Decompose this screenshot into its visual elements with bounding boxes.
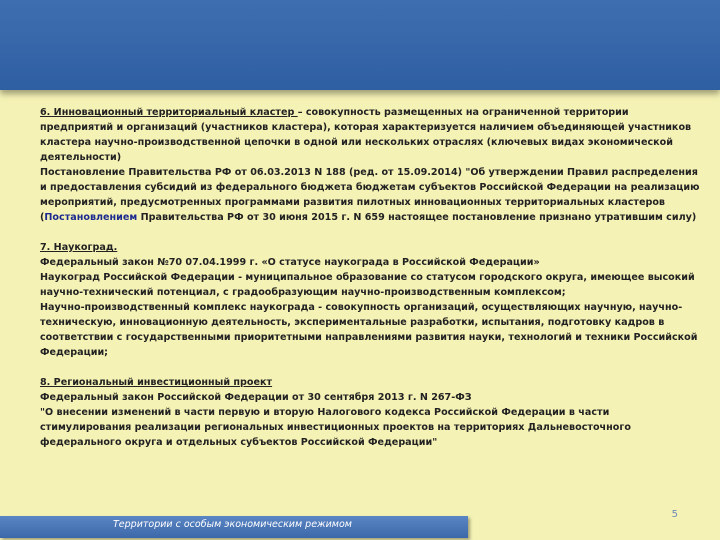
section-7-heading: 7. Наукоград.: [40, 242, 118, 253]
page-number: 5: [671, 509, 678, 520]
section-6: [40, 105, 700, 165]
section-6-definition: – совокупность размещенных на ограниченной территории предприятий и организаций (участников кластера), которая характеризуется наличием объединяющей участников кластера научно-производственной цепочки в одной или нескольких отраслях (ключевых видах экономической деятельности): [40, 107, 692, 163]
decree-text: Постановление Правительства РФ от 06.03.2013 N 188 (ред. от 15.09.2014) "Об утверждении Правил распределения и предоставления субсидий из федерального бюджета бюджетам субъектов Российской Федерации на реализацию мероприятий, предусмотренных программами развития пилотных инновационных территориальных кластеров (: [40, 167, 700, 223]
section-8-heading: 8. Региональный инвестиционный проект: [40, 377, 273, 388]
section-7-complex: Научно-производственный комплекс наукограда - совокупность организаций, осуществляющих научную, научно-техническую, инновационную деятельность, экспериментальные разработки, испытания, подготовку кадров в соответствии с государственными приоритетными направлениями развития науки, технологий и техники Российской Федерации;: [40, 302, 698, 358]
section-7-definition: Наукоград Российской Федерации - муниципальное образование со статусом городского округа, имеющее высокий научно-технический потенциал, с градообразующим научно-производственным комплексом;: [40, 272, 695, 298]
header-band: [0, 0, 720, 90]
section-8-title: "О внесении изменений в части первую и вторую Налогового кодекса Российской Федерации в части стимулирования реализации региональных инвестиционных проектов на территориях Дальневосточного федерального округа и отдельных субъектов Российской Федерации": [40, 407, 631, 448]
section-6-decree: [40, 165, 700, 225]
decree-link[interactable]: Постановлением: [44, 212, 138, 223]
section-7-law: Федеральный закон №70 07.04.1999 г. «О статусе наукограда в Российской Федерации»: [40, 257, 540, 268]
footer-text: Территории с особым экономическим режимом: [113, 519, 352, 530]
section-6-heading: 6. Инновационный территориальный кластер: [40, 107, 298, 118]
section-8-law: Федеральный закон Российской Федерации от 30 сентября 2013 г. N 267-ФЗ: [40, 392, 472, 403]
document-body: [40, 105, 700, 450]
decree-tail: Правительства РФ от 30 июня 2015 г. N 659 настоящее постановление признано утратившим силу): [137, 212, 697, 223]
